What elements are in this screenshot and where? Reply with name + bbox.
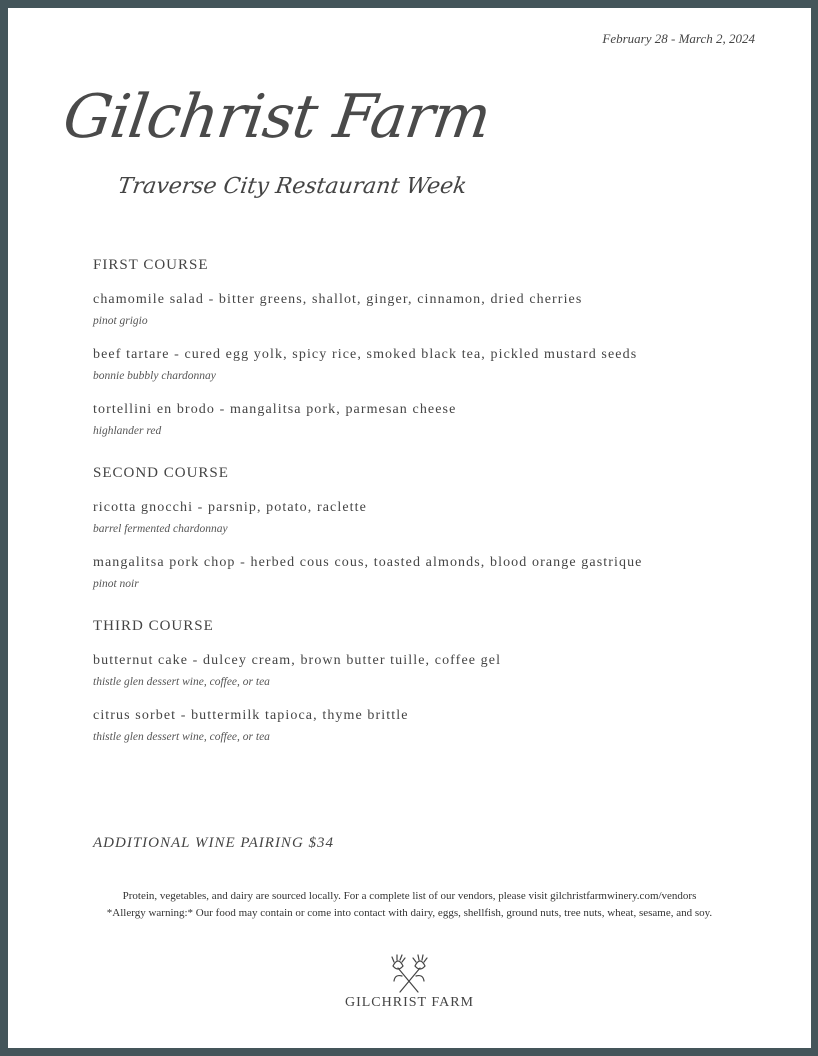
dish-item bbox=[93, 346, 773, 384]
restaurant-title: Gilchrist Farm bbox=[59, 82, 495, 152]
wine-pairing: barrel fermented chardonnay bbox=[93, 523, 228, 535]
wine-pairing: pinot noir bbox=[93, 578, 139, 590]
wine-pairing: bonnie bubbly chardonnay bbox=[93, 370, 216, 382]
course-heading: THIRD COURSE bbox=[93, 618, 214, 634]
additional-wine-pairing: ADDITIONAL WINE PAIRING $34 bbox=[93, 835, 335, 851]
wine-pairing: highlander red bbox=[93, 425, 162, 437]
course-second bbox=[93, 463, 773, 592]
wine-pairing: thistle glen dessert wine, coffee, or tea bbox=[93, 731, 270, 743]
wine-pairing: thistle glen dessert wine, coffee, or tea bbox=[93, 676, 270, 688]
footer-notes bbox=[8, 888, 811, 922]
sourcing-note: Protein, vegetables, and dairy are sourced locally. For a complete list of our vendors, please visit gilchristfarmwinery.com/vendors bbox=[122, 890, 697, 902]
dish-item bbox=[93, 652, 773, 690]
course-heading: FIRST COURSE bbox=[93, 257, 209, 273]
dish-description: mangalitsa pork chop - herbed cous cous, toasted almonds, blood orange gastrique bbox=[93, 555, 643, 570]
dish-description: beef tartare - cured egg yolk, spicy rice, smoked black tea, pickled mustard seeds bbox=[93, 347, 638, 362]
dish-description: ricotta gnocchi - parsnip, potato, raclette bbox=[93, 500, 367, 515]
dish-item bbox=[93, 401, 773, 439]
logo-wordmark: GILCHRIST FARM bbox=[344, 995, 474, 1010]
dish-description: tortellini en brodo - mangalitsa pork, parmesan cheese bbox=[93, 402, 457, 417]
thistle-crossed-icon bbox=[384, 954, 434, 994]
dish-description: chamomile salad - bitter greens, shallot, ginger, cinnamon, dried cherries bbox=[93, 292, 583, 307]
menu-page bbox=[8, 8, 811, 1048]
event-subtitle: Traverse City Restaurant Week bbox=[116, 174, 469, 199]
dish-item bbox=[93, 291, 773, 329]
course-third bbox=[93, 616, 773, 745]
course-first bbox=[93, 255, 773, 439]
dish-item bbox=[93, 707, 773, 745]
dish-description: butternut cake - dulcey cream, brown butter tuille, coffee gel bbox=[93, 653, 502, 668]
menu-courses bbox=[93, 255, 773, 769]
course-heading: SECOND COURSE bbox=[93, 465, 229, 481]
dish-item bbox=[93, 499, 773, 537]
dish-item bbox=[93, 554, 773, 592]
allergy-note: *Allergy warning:* Our food may contain or come into contact with dairy, eggs, shellfish, ground nuts, tree nuts, wheat, sesame, and soy. bbox=[106, 907, 713, 919]
event-dates: February 28 - March 2, 2024 bbox=[602, 31, 755, 46]
dish-description: citrus sorbet - buttermilk tapioca, thyme brittle bbox=[93, 708, 409, 723]
wine-pairing: pinot grigio bbox=[93, 315, 148, 327]
